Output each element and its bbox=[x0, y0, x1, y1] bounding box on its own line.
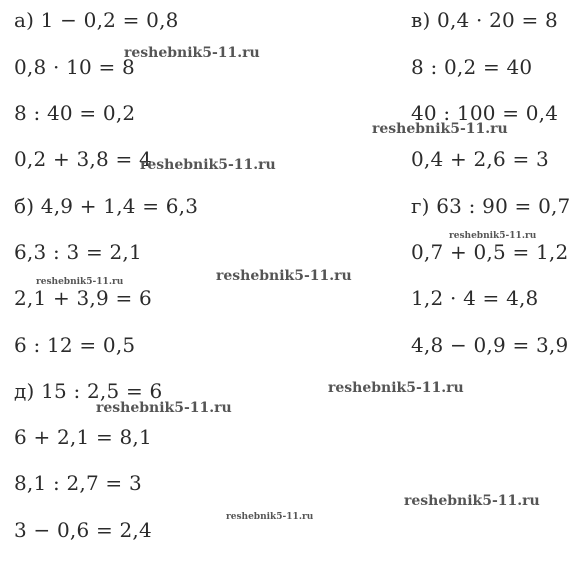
equation-b-4: 6 : 12 = 0,5 bbox=[14, 333, 136, 357]
equation-g-4: 4,8 − 0,9 = 3,9 bbox=[411, 333, 569, 357]
equation-v-2: 8 : 0,2 = 40 bbox=[411, 55, 533, 79]
watermark-text: reshebnik5-11.ru bbox=[328, 380, 464, 396]
watermark-text: reshebnik5-11.ru bbox=[140, 157, 276, 173]
equation-v-1: в) 0,4 · 20 = 8 bbox=[411, 8, 558, 32]
equation-g-1: г) 63 : 90 = 0,7 bbox=[411, 194, 571, 218]
equation-a-4: 0,2 + 3,8 = 4 bbox=[14, 147, 152, 171]
equation-b-3: 2,1 + 3,9 = 6 bbox=[14, 286, 152, 310]
equation-a-3: 8 : 40 = 0,2 bbox=[14, 101, 136, 125]
watermark-text: reshebnik5-11.ru bbox=[404, 493, 540, 509]
watermark-text: reshebnik5-11.ru bbox=[372, 121, 508, 137]
watermark-text: reshebnik5-11.ru bbox=[36, 277, 124, 287]
equation-v-4: 0,4 + 2,6 = 3 bbox=[411, 147, 549, 171]
watermark-text: reshebnik5-11.ru bbox=[226, 512, 314, 522]
equation-d-2: 6 + 2,1 = 8,1 bbox=[14, 425, 152, 449]
watermark-text: reshebnik5-11.ru bbox=[449, 231, 537, 241]
equation-d-3: 8,1 : 2,7 = 3 bbox=[14, 471, 142, 495]
equation-g-3: 1,2 · 4 = 4,8 bbox=[411, 286, 539, 310]
equation-a-1: а) 1 − 0,2 = 0,8 bbox=[14, 8, 179, 32]
equation-d-4: 3 − 0,6 = 2,4 bbox=[14, 518, 152, 542]
equation-v-3: 40 : 100 = 0,4 bbox=[411, 101, 559, 125]
watermark-text: reshebnik5-11.ru bbox=[124, 45, 260, 61]
watermark-text: reshebnik5-11.ru bbox=[96, 400, 232, 416]
equation-g-2: 0,7 + 0,5 = 1,2 bbox=[411, 240, 569, 264]
watermark-text: reshebnik5-11.ru bbox=[216, 268, 352, 284]
equation-d-1: д) 15 : 2,5 = 6 bbox=[14, 379, 163, 403]
equation-b-1: б) 4,9 + 1,4 = 6,3 bbox=[14, 194, 199, 218]
equation-a-2: 0,8 · 10 = 8 bbox=[14, 55, 135, 79]
equation-b-2: 6,3 : 3 = 2,1 bbox=[14, 240, 142, 264]
